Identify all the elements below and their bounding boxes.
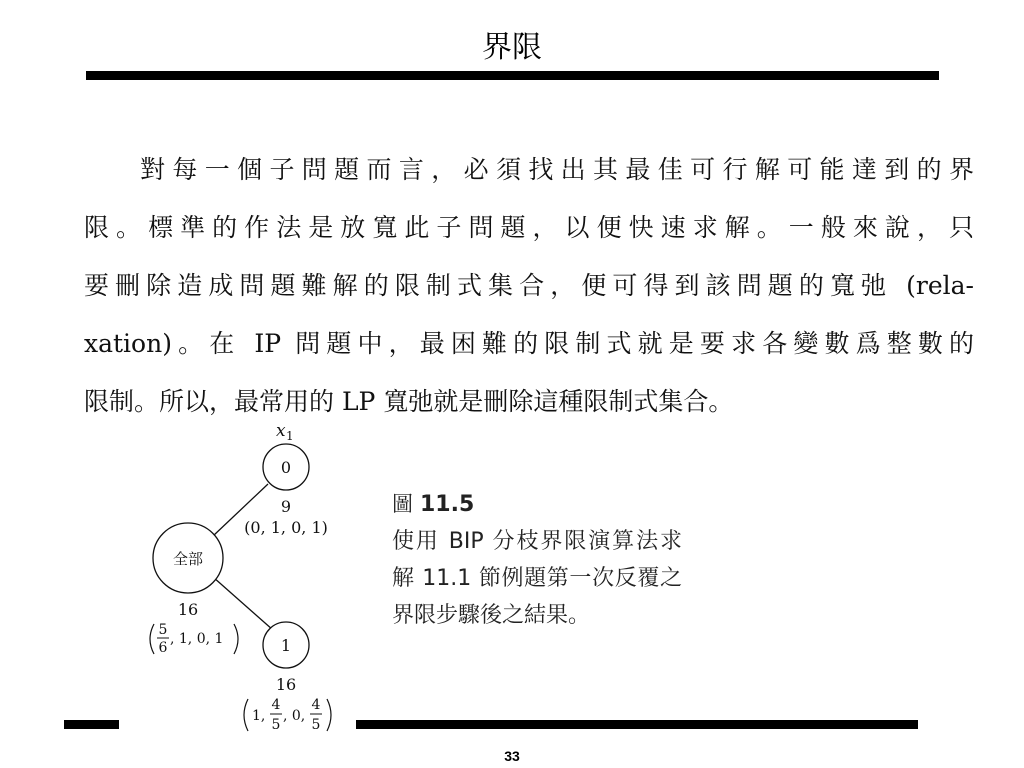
root-solution-left-paren: [150, 624, 154, 654]
paragraph-line: xation)。在 IP 問題中，最困難的限制式就是要求各變數爲整數的: [84, 329, 974, 358]
node0-bound: 9: [280, 497, 292, 516]
root-solution-right-paren: [234, 624, 238, 654]
node1-solution-middle: , 0,: [283, 708, 306, 724]
paragraph-line: 限。標準的作法是放寬此子問題，以便快速求解。一般來說，只: [84, 213, 974, 242]
paragraph-line: 要刪除造成問題難解的限制式集合，便可得到該問題的寬弛 (rela-: [84, 271, 974, 300]
paragraph-line: 對每一個子問題而言，必須找出其最佳可行解可能達到的界: [140, 155, 974, 184]
root-solution-fraction-numerator: 5: [158, 622, 168, 638]
node1-solution-fraction1-denominator: 5: [271, 717, 281, 733]
node1-solution-left-paren: [244, 699, 248, 731]
figure-caption: [392, 486, 682, 634]
footer-divider-right: [356, 720, 918, 729]
tree-node-1-label: 1: [280, 636, 292, 655]
paragraph-line: 限制。所以，最常用的 LP 寬弛就是刪除這種限制式集合。: [84, 387, 734, 416]
title-divider: [86, 71, 939, 80]
variable-subscript: 1: [286, 429, 294, 443]
variable-label: x: [276, 421, 286, 441]
node1-bound: 16: [275, 675, 297, 694]
branch-and-bound-tree-diagram: [130, 416, 360, 746]
caption-text: 使用 BIP 分枝界限演算法求解 11.1 節例題第一次反覆之界限步驟後之結果。: [392, 529, 682, 628]
caption-title: [392, 486, 682, 523]
node0-solution: (0, 1, 0, 1): [244, 518, 328, 537]
root-solution-rest: , 1, 0, 1: [170, 631, 224, 647]
body-paragraph: [84, 150, 974, 440]
node1-solution-fraction2-numerator: 4: [311, 697, 321, 713]
node1-solution-fraction2-denominator: 5: [311, 717, 321, 733]
root-bound: 16: [177, 600, 199, 619]
node1-solution-fraction1-numerator: 4: [271, 697, 281, 713]
page-number: 33: [504, 748, 520, 764]
caption-label: 圖: [392, 492, 413, 516]
slide-title: 界限: [482, 30, 542, 65]
tree-node-root-label: 全部: [172, 550, 204, 568]
caption-number: 11.5: [420, 492, 475, 517]
node1-solution-first: 1,: [252, 708, 266, 724]
footer-divider-left: [64, 720, 119, 729]
tree-node-0-label: 0: [280, 458, 292, 477]
tree-edge-root-to-node1: [213, 577, 273, 630]
node1-solution-right-paren: [327, 699, 331, 731]
root-solution-fraction-denominator: 6: [158, 640, 168, 656]
